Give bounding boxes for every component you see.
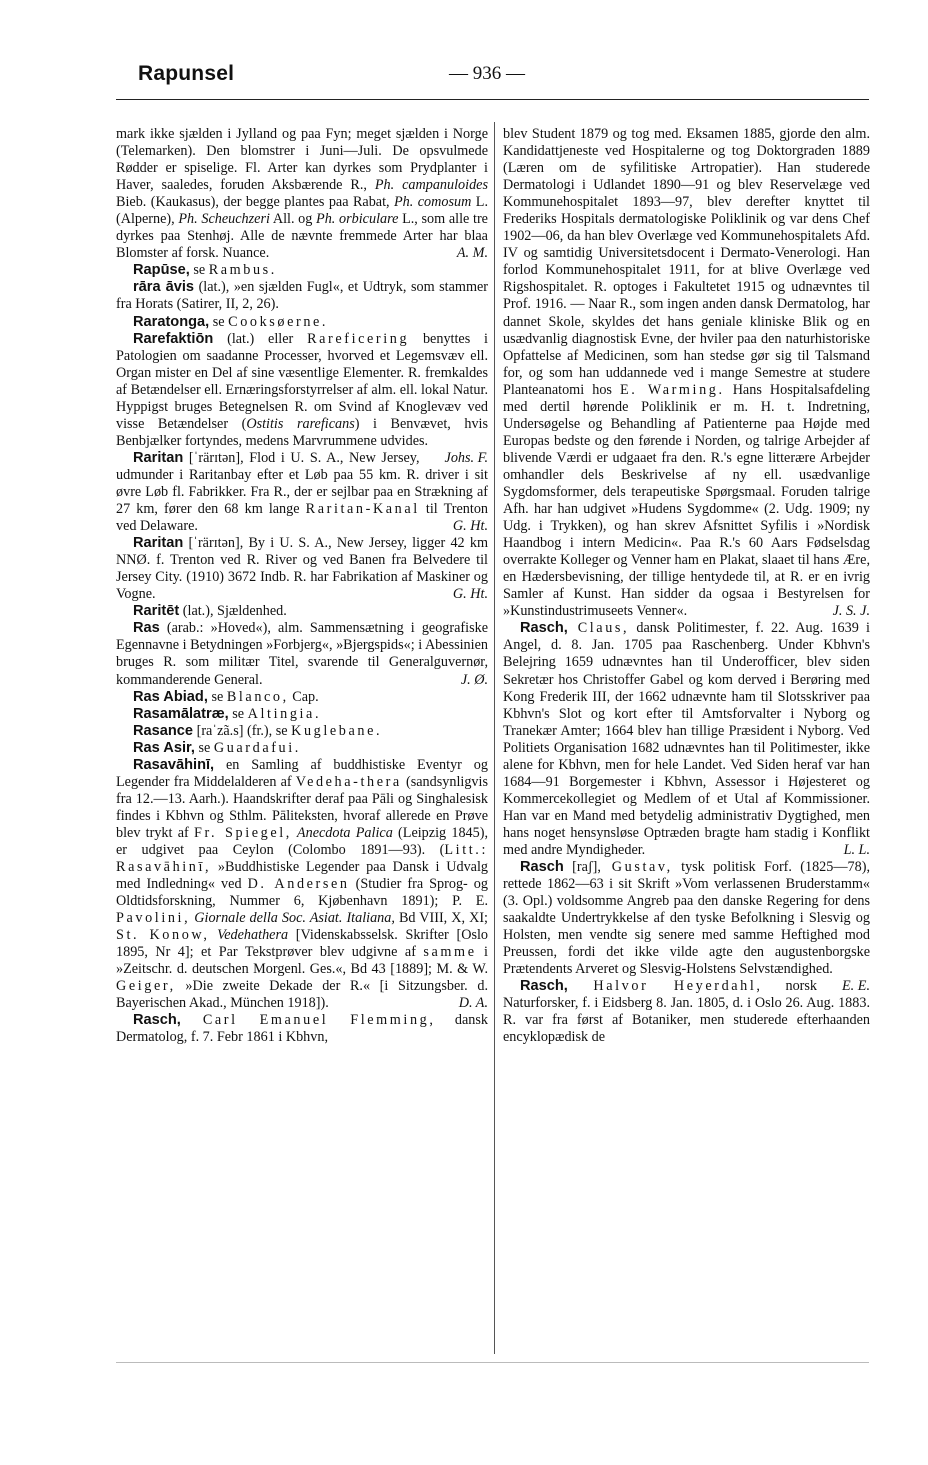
author-signature: G. Ht. (452, 518, 488, 535)
headword: Raritēt (133, 603, 180, 620)
cross-reference: Rambus. (208, 262, 277, 279)
entry-rasance: Rasance [raˈzã.s] (fr.), se Kuglebane. (133, 722, 383, 739)
entry-rasch-claus: Rasch, Claus, dansk Politimester, f. 22. Aug. 1639 i Angel, d. 8. Jan. 1705 paa Raschenberg. Under Kbhvn's Belejring 1659 udnævntes han til Underofficer, blev siden Sekretær hos Christoffer Gabel og kom derved i Berøring med Kong Frederik III, der 1662 udnævnte ham til Slotsskriver paa Kbhvn's Slot og kort efter til Amtsforvalter i Nyborg og Tranekær Amter; 1664 blev han tillige Præsident i Nyborg. Ved Politiets Organisation 1682 udnævntes han til Politimester, ikke alene for Kbhvn, men for hele Landet. Ved Siden heraf var han 1684—91 Borgemester i Kbhvn, Assessor i Højesteret og Kommercekollegiet og Medlem of et Utal af Kommissioner. Han var en Mand med betydelig administrativ Dygtighed, men hans noget hensynsløse Optræden bragte ham stadig i Konflikt med andre Myndigheder. L. L. (503, 620, 870, 858)
cross-reference: Raritan-Kanal (305, 501, 420, 518)
bottom-rule (116, 1362, 869, 1363)
cross-reference: Rareficering (307, 330, 410, 347)
author-signature: A. M. (456, 245, 488, 262)
author-signature: D. A. (458, 995, 488, 1012)
left-column (116, 126, 488, 1047)
headword: Rasch, (520, 620, 568, 637)
entry-rasch-carl: Rasch, Carl Emanuel Flemming, dansk Dermatolog, f. 7. Febr 1861 i Kbhvn, (116, 1012, 488, 1046)
entry-raratonga: Raratonga, se Cooksøerne. (133, 313, 329, 330)
entry-raritan-river: Raritan [ˈrärɪtən], Flod i U. S. A., New Jersey, udmunder i Raritanbay efter et Løb paa 55 km. R. driver i sit øvre Løb fl. Fabrikker. Fra R., der er sejlbar paa en Strækning af 27 km, fører den 68 km lange Raritan-Kanal til Trenton ved Delaware. G. Ht. (116, 449, 489, 535)
headword: Rasamālatræ, (133, 705, 229, 722)
headword: Rasch (520, 859, 564, 876)
headword: Raritan (133, 449, 184, 466)
headword: Raritan (133, 535, 184, 552)
entry-ras-abiad: Ras Abiad, se Blanco, Cap. (133, 688, 319, 705)
author-signature: Johs. F. (444, 449, 488, 466)
headword: Ras (133, 620, 160, 637)
entry-ras-asir: Ras Asir, se Guardafui. (133, 739, 301, 756)
cross-reference: Cooksøerne. (228, 313, 329, 330)
entry-rara-avis: rāra āvis (lat.), »en sjælden Fugl«, et Udtryk, som stammer fra Horats (Satirer, II, 2, 26). (116, 279, 488, 313)
entry-rasch-halvor: Rasch, Halvor Heyerdahl, norsk Naturforsker, f. i Eidsberg 8. Jan. 1805, d. i Oslo 26. Aug. 1883. R. var fra først af Botaniker, men studerede efterhaanden encyklopædisk de (503, 978, 870, 1046)
headword: rāra āvis (133, 279, 195, 296)
headword: Ras Asir, (133, 739, 195, 756)
entry-rasavahini: Rasavāhinī, en Samling af buddhistiske Eventyr og Legender fra Middelalderen af Vedeha-thera (sandsynligvis fra 12.—13. Aarh.). Haandskrifter deraf paa Pāli og Singhalesisk findes i Kbhvn og Sthlm. Pāliteksten, hvoraf allerede en Prøve blev trykt af Fr. Spiegel, Anecdota Palica (Leipzig 1845), er udgivet paa Ceylon (Colombo 1891—93). (Litt.: Rasavāhinī, »Buddhistiske Legender paa Dansk i Udvalg med Indledning« ved D. Andersen (Studier fra Sprog- og Oldtidsforskning, Nummer 6, Kjøbenhavn 1891); P. E. Pavolini, Giornale della Soc. Asiat. Italiana, Bd VIII, X, XI; St. Konow, Vedehathera [Videnskabsselsk. Skrifter [Oslo 1895, Nr 4]; et Par Tekstprøver blev udgivne af samme i »Zeitschr. d. deutschen Morgenl. Ges.«, Bd 43 [1889]; M. & W. Geiger, »Die zweite Dekade der R.« [i Sitzungsber. d. Bayerischen Akad., München 1918]). D. A. (116, 756, 488, 1012)
headword: Rasch, (520, 978, 568, 995)
headword: Rasance (133, 722, 194, 739)
author-signature: G. Ht. (452, 586, 488, 603)
headword: Rasavāhinī, (133, 756, 215, 773)
cross-reference: Guardafui. (213, 739, 301, 756)
entry-rapunsel-continued: mark ikke sjælden i Jylland og paa Fyn; meget sjælden i Norge (Telemarken). Den blomstrer i Juni—Juli. De opsvulmede Rødder er spiselige. Fl. Arter kan dyrkes som Prydplanter i Haver, saaledes, foruden Aksbærende R., Ph. campanuloides Bieb. (Kaukasus), der begge plantes paa Rabat, Ph. comosum L. (Alperne), Ph. Scheuchzeri All. og Ph. orbiculare L., som alle tre dyrkes paa Stenhøj. Alle de nævnte fremmede Arter har blaa Blomster af forsk. Nuance. A. M. (116, 126, 488, 262)
cross-reference: Altingia. (247, 705, 322, 722)
entry-rasamalatrae: Rasamālatræ, se Altingia. (133, 705, 322, 722)
column-divider (494, 122, 495, 1354)
entry-raritan-city: Raritan [ˈrärɪtən], By i U. S. A., New Jersey, ligger 42 km NNØ. f. Trenton ved R. River og ved Banen fra Belvedere til Jersey City. (1910) 3672 Indb. R. har Fabrikation af Maskiner og Vogne. G. Ht. (116, 535, 488, 603)
entry-ras: Ras (arab.: »Hoved«), alm. Sammensætning i geografiske Egennavne i Betydningen »Forbjerg«, »Bjergspids«; i Abessinien bruges R. som militær Titel, svarende til Generalguvernør, kommanderende General. J. Ø. (116, 620, 488, 688)
entry-raritet: Raritēt (lat.), Sjældenhed. (133, 603, 287, 620)
author-signature: J. Ø. (460, 671, 488, 688)
entry-rarefaktion: Rarefaktiōn (lat.) eller Rareficering benyttes i Patologien om saadanne Processer, hvorved et Legemsvæv ell. Organ mister en Del af sine væsentlige Elementer. R. fremkaldes af Betændelser ell. Ernæringsforstyrrelser af alm. ell. lokal Natur. Hyppigst bruges Betegnelsen R. om Svind af Knoglevæv ved visse Betændelser (Ostitis rareficans) i Benvævet, hvis Benbjælker fortyndes, medens Marvrummene udvides. Johs. F. (116, 330, 489, 466)
page-number: — 936 — (449, 63, 525, 84)
cross-reference: Kuglebane. (291, 722, 383, 739)
cross-reference: Blanco, (226, 688, 289, 705)
headword: Ras Abiad, (133, 688, 208, 705)
headword: Rasch, (133, 1012, 181, 1029)
page-title: Rapunsel (138, 62, 235, 85)
author-signature: L. L. (843, 841, 870, 858)
entry-rasch-gustav: Rasch [raʃ], Gustav, tysk politisk Forf. (1825—78), rettede 1862—63 i sit Skrift »Vom verlassenen Bruderstamm« (3. Opl.) voldsomme Angreb paa den danske Regering for dens saakaldte Undertrykkelse af den tyske Befolkning i Slesvig og Holsten, men vendte sig senere med samme Heftighed mod Preussen, fordi det ikke vilde agte den augustenborgske Prætendents Arveret og Slesvig-Holstens Selvstændighed. E. E. (503, 859, 870, 995)
author-signature: E. E. (842, 978, 870, 995)
headword: Rapūse, (133, 262, 190, 279)
author-signature: J. S. J. (832, 603, 870, 620)
header-rule (116, 99, 869, 100)
right-column (503, 126, 870, 1047)
headword: Rarefaktiōn (133, 330, 214, 347)
entry-rapuse: Rapūse, se Rambus. (133, 262, 277, 279)
headword: Raratonga, (133, 313, 210, 330)
entry-rasch-carl-continued: blev Student 1879 og tog med. Eksamen 1885, gjorde den alm. Kandidattjeneste ved Hospitalerne og tog Doktorgraden 1889 (Læren om de syfilitiske Artropatier). Han studerede Dermatologi i Udlandet 1890—91 og blev Reservelæge ved Kommunehospitalet 1893—97, blev derefter knyttet til Frederiks Hospitals dermatologiske Poliklinik og var dens Chef 1902—06, da han blev Overlæge ved Kommunehospitalets Afd. IV og samtidig Universitetsdocent i Dermato-Venerologi. Han forlod Kommunehospitalet 1911, for at blive Overlæge ved Rigshospitalet. R. optoges i Fakultetet 1915 og udnævntes til Prof. 1916. — Naar R., som ingen anden dansk Dermatolog, har dannet Skole, skyldes det hans geniale kliniske Blik og en usædvanlig diagnostisk Evne, der hviler paa den naturhistoriske Opfattelse af Medicinen, som han stedse gør sig til Talsmand for, og som han uddannede ved i mange Semestre at studere Planteanatomi hos E. Warming. Hans Hospitalsafdeling med dertil hørende Poliklinik er m. H. t. Indretning, Undersøgelse og Behandling af Patienterne paa Højde med Europas bedste og den førende i Norden, og talrige Arbejder af blivende Værdi er udgaaet fra den. R.'s egne litterære Arbejder omhandler dels Beskrivelse af ny ell. usædvanlige Sygdomsformer, dels terapeutiske Spørgsmaal. Foruden talrige Afh. har han udgivet »Hudens Sygdomme« (2. Udg. 1909; ny Udg. i Trykken), og han skrev Afsnittet Syfilis i »Nordisk Haandbog i intern Medicin«. Paa R.'s 60 Aars Fødselsdag overrakte Kolleger og Venner ham en Plakat, slaaet til hans Ære, en Hædersbevisning, der tillige hentydede til, at R. er en ivrig Samler af Kunst. Han sidder da ogsaa i Bestyrelsen for »Kunstindustrimuseets Venner«. J. S. J. (503, 126, 870, 620)
